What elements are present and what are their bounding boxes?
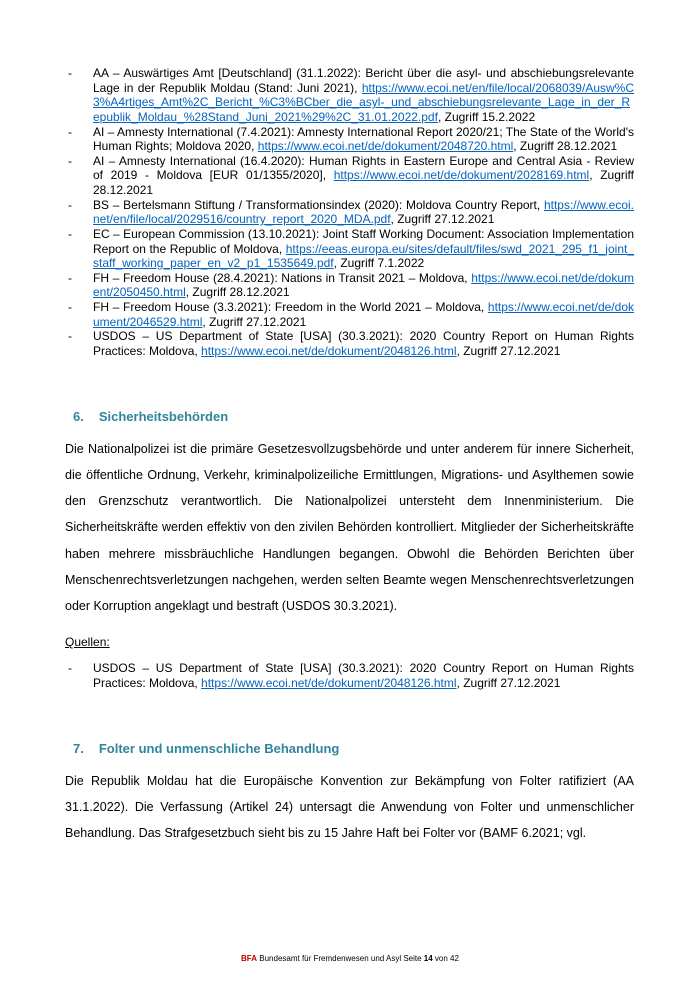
footer-brand: BFA bbox=[241, 954, 258, 963]
bullet-dash: - bbox=[68, 226, 72, 241]
section-6-number: 6. bbox=[73, 408, 84, 424]
source-item bbox=[65, 66, 634, 125]
section-7-number: 7. bbox=[73, 740, 84, 756]
bullet-dash: - bbox=[68, 270, 72, 285]
page-footer bbox=[0, 954, 700, 963]
source-item bbox=[65, 271, 634, 300]
source-link[interactable]: https://www.ecoi.net/en/file/local/2068039/Ausw%C3%A4rtiges_Amt%2C_Bericht_%C3%BCber_die_asyl-_und_abschiebungsrelevante_Lage_in_der_Republik_Moldau_%28Stand_Juni_2021%29%2C_31.01.2022.pdf bbox=[93, 80, 634, 124]
source-item bbox=[65, 154, 634, 198]
source-access: , Zugriff 28.12.2021 bbox=[513, 139, 618, 154]
bullet-dash: - bbox=[68, 300, 72, 314]
source-item bbox=[65, 300, 634, 329]
section-6-title: Sicherheitsbehörden bbox=[98, 408, 229, 424]
section-6-heading bbox=[73, 409, 634, 424]
source-item bbox=[65, 198, 634, 227]
source-access: , Zugriff 27.12.2021 bbox=[202, 314, 307, 329]
section-6-paragraph: Die Nationalpolizei ist die primäre Gesetzesvollzugsbehörde und unter anderem für innere Sicherheit, die öffentliche Ordnung, Verkehr, kriminalpolizeiliche Ermittlungen, Migrations- und Asylthemen sowie den Grenzschutz verantwortlich. Die Nationalpolizei untersteht dem Innenministerium. Die Sicherheitskräfte werden effektiv von den zivilen Behörden kontrolliert. Mitglieder der Sicherheitskräfte haben mehrere missbräuchliche Handlungen begangen. Obwohl die Behörden Berichten über Menschenrechtsverletzungen nachgehen, werden selten Beamte wegen Menschenrechtsverletzungen oder Korruption angeklagt und bestraft (USDOS 30.3.2021). bbox=[65, 441, 634, 613]
footer-total-pages: 42 bbox=[450, 954, 459, 963]
source-link[interactable]: https://www.ecoi.net/en/file/local/2029516/country_report_2020_MDA.pdf bbox=[93, 197, 634, 227]
source-link[interactable]: https://www.ecoi.net/de/dokument/2046529.html bbox=[93, 300, 634, 329]
source-access: , Zugriff 27.12.2021 bbox=[456, 343, 561, 358]
source-item bbox=[65, 329, 634, 358]
section-7-heading bbox=[73, 741, 634, 756]
footer-text: Bundesamt für Fremdenwesen und Asyl Seite bbox=[257, 954, 424, 963]
source-item bbox=[65, 661, 634, 690]
source-link[interactable]: https://www.ecoi.net/de/dokument/2048126.html bbox=[201, 343, 457, 358]
source-access: , Zugriff 15.2.2022 bbox=[437, 109, 536, 124]
source-item bbox=[65, 125, 634, 154]
section-7-paragraph: Die Republik Moldau hat die Europäische Konvention zur Bekämpfung von Folter ratifiziert (AA 31.1.2022). Die Verfassung (Artikel 24) untersagt die Anwendung von Folter und unmenschlicher Behandlung. Das Strafgesetzbuch sieht bis zu 15 Jahre Haft bei Folter vor (BAMF 6.2021; vgl. bbox=[65, 773, 634, 840]
source-text: USDOS – US Department of State [USA] (30.3.2021): 2020 Country Report on Human Rights Practices: Moldova, bbox=[93, 329, 634, 358]
source-text: AA – Auswärtiges Amt [Deutschland] (31.1.2022): Bericht über die asyl- und abschiebungsrelevante Lage in der Republik Moldau (Stand: Juni 2021), bbox=[93, 66, 634, 95]
source-access: , Zugriff 28.12.2021 bbox=[93, 168, 634, 197]
source-text: FH – Freedom House (3.3.2021): Freedom in the World 2021 – Moldova, bbox=[93, 300, 488, 314]
source-access: , Zugriff 7.1.2022 bbox=[333, 256, 425, 271]
footer-of-word: von bbox=[432, 954, 451, 963]
footer-page-number: 14 bbox=[423, 954, 433, 963]
source-text: AI – Amnesty International (7.4.2021): Amnesty International Report 2020/21; The State of the World's Human Rights; Moldova 2020, bbox=[93, 124, 634, 154]
source-link[interactable]: https://www.ecoi.net/de/dokument/2048720.html bbox=[257, 139, 514, 154]
quellen-label: Quellen: bbox=[65, 635, 110, 650]
bullet-dash: - bbox=[68, 197, 72, 212]
bullet-dash: - bbox=[68, 153, 72, 168]
source-access: , Zugriff 27.12.2021 bbox=[456, 675, 561, 690]
source-text: EC – European Commission (13.10.2021): Joint Staff Working Document: Association Implementation Report on the Republic of Moldova, bbox=[93, 226, 634, 256]
source-text: AI – Amnesty International (16.4.2020): Human Rights in Eastern Europe and Central Asia - Review of 2019 - Moldova [EUR 01/1355/2020], bbox=[93, 153, 634, 183]
section-7-title: Folter und unmenschliche Behandlung bbox=[98, 740, 340, 756]
source-link[interactable]: https://www.ecoi.net/de/dokument/2048126.html bbox=[201, 675, 457, 690]
source-item bbox=[65, 227, 634, 271]
bullet-dash: - bbox=[68, 661, 72, 676]
source-link[interactable]: https://eeas.europa.eu/sites/default/files/swd_2021_295_f1_joint_staff_working_paper_en_v2_p1_1535649.pdf bbox=[93, 241, 634, 271]
source-text: USDOS – US Department of State [USA] (30.3.2021): 2020 Country Report on Human Rights Practices: Moldova, bbox=[93, 661, 634, 690]
bullet-dash: - bbox=[68, 66, 72, 80]
source-link[interactable]: https://www.ecoi.net/de/dokument/2050450.html bbox=[93, 270, 634, 300]
source-text: FH – Freedom House (28.4.2021): Nations in Transit 2021 – Moldova, bbox=[93, 270, 472, 285]
bullet-dash: - bbox=[68, 329, 72, 344]
sources-list-section-6 bbox=[65, 661, 634, 690]
source-link[interactable]: https://www.ecoi.net/de/dokument/2028169.html bbox=[333, 168, 590, 183]
sources-list-top bbox=[65, 66, 634, 359]
source-access: , Zugriff 27.12.2021 bbox=[390, 212, 495, 227]
bullet-dash: - bbox=[68, 124, 72, 139]
source-text: BS – Bertelsmann Stiftung / Transformationsindex (2020): Moldova Country Report, bbox=[93, 197, 544, 212]
source-access: , Zugriff 28.12.2021 bbox=[185, 285, 290, 300]
